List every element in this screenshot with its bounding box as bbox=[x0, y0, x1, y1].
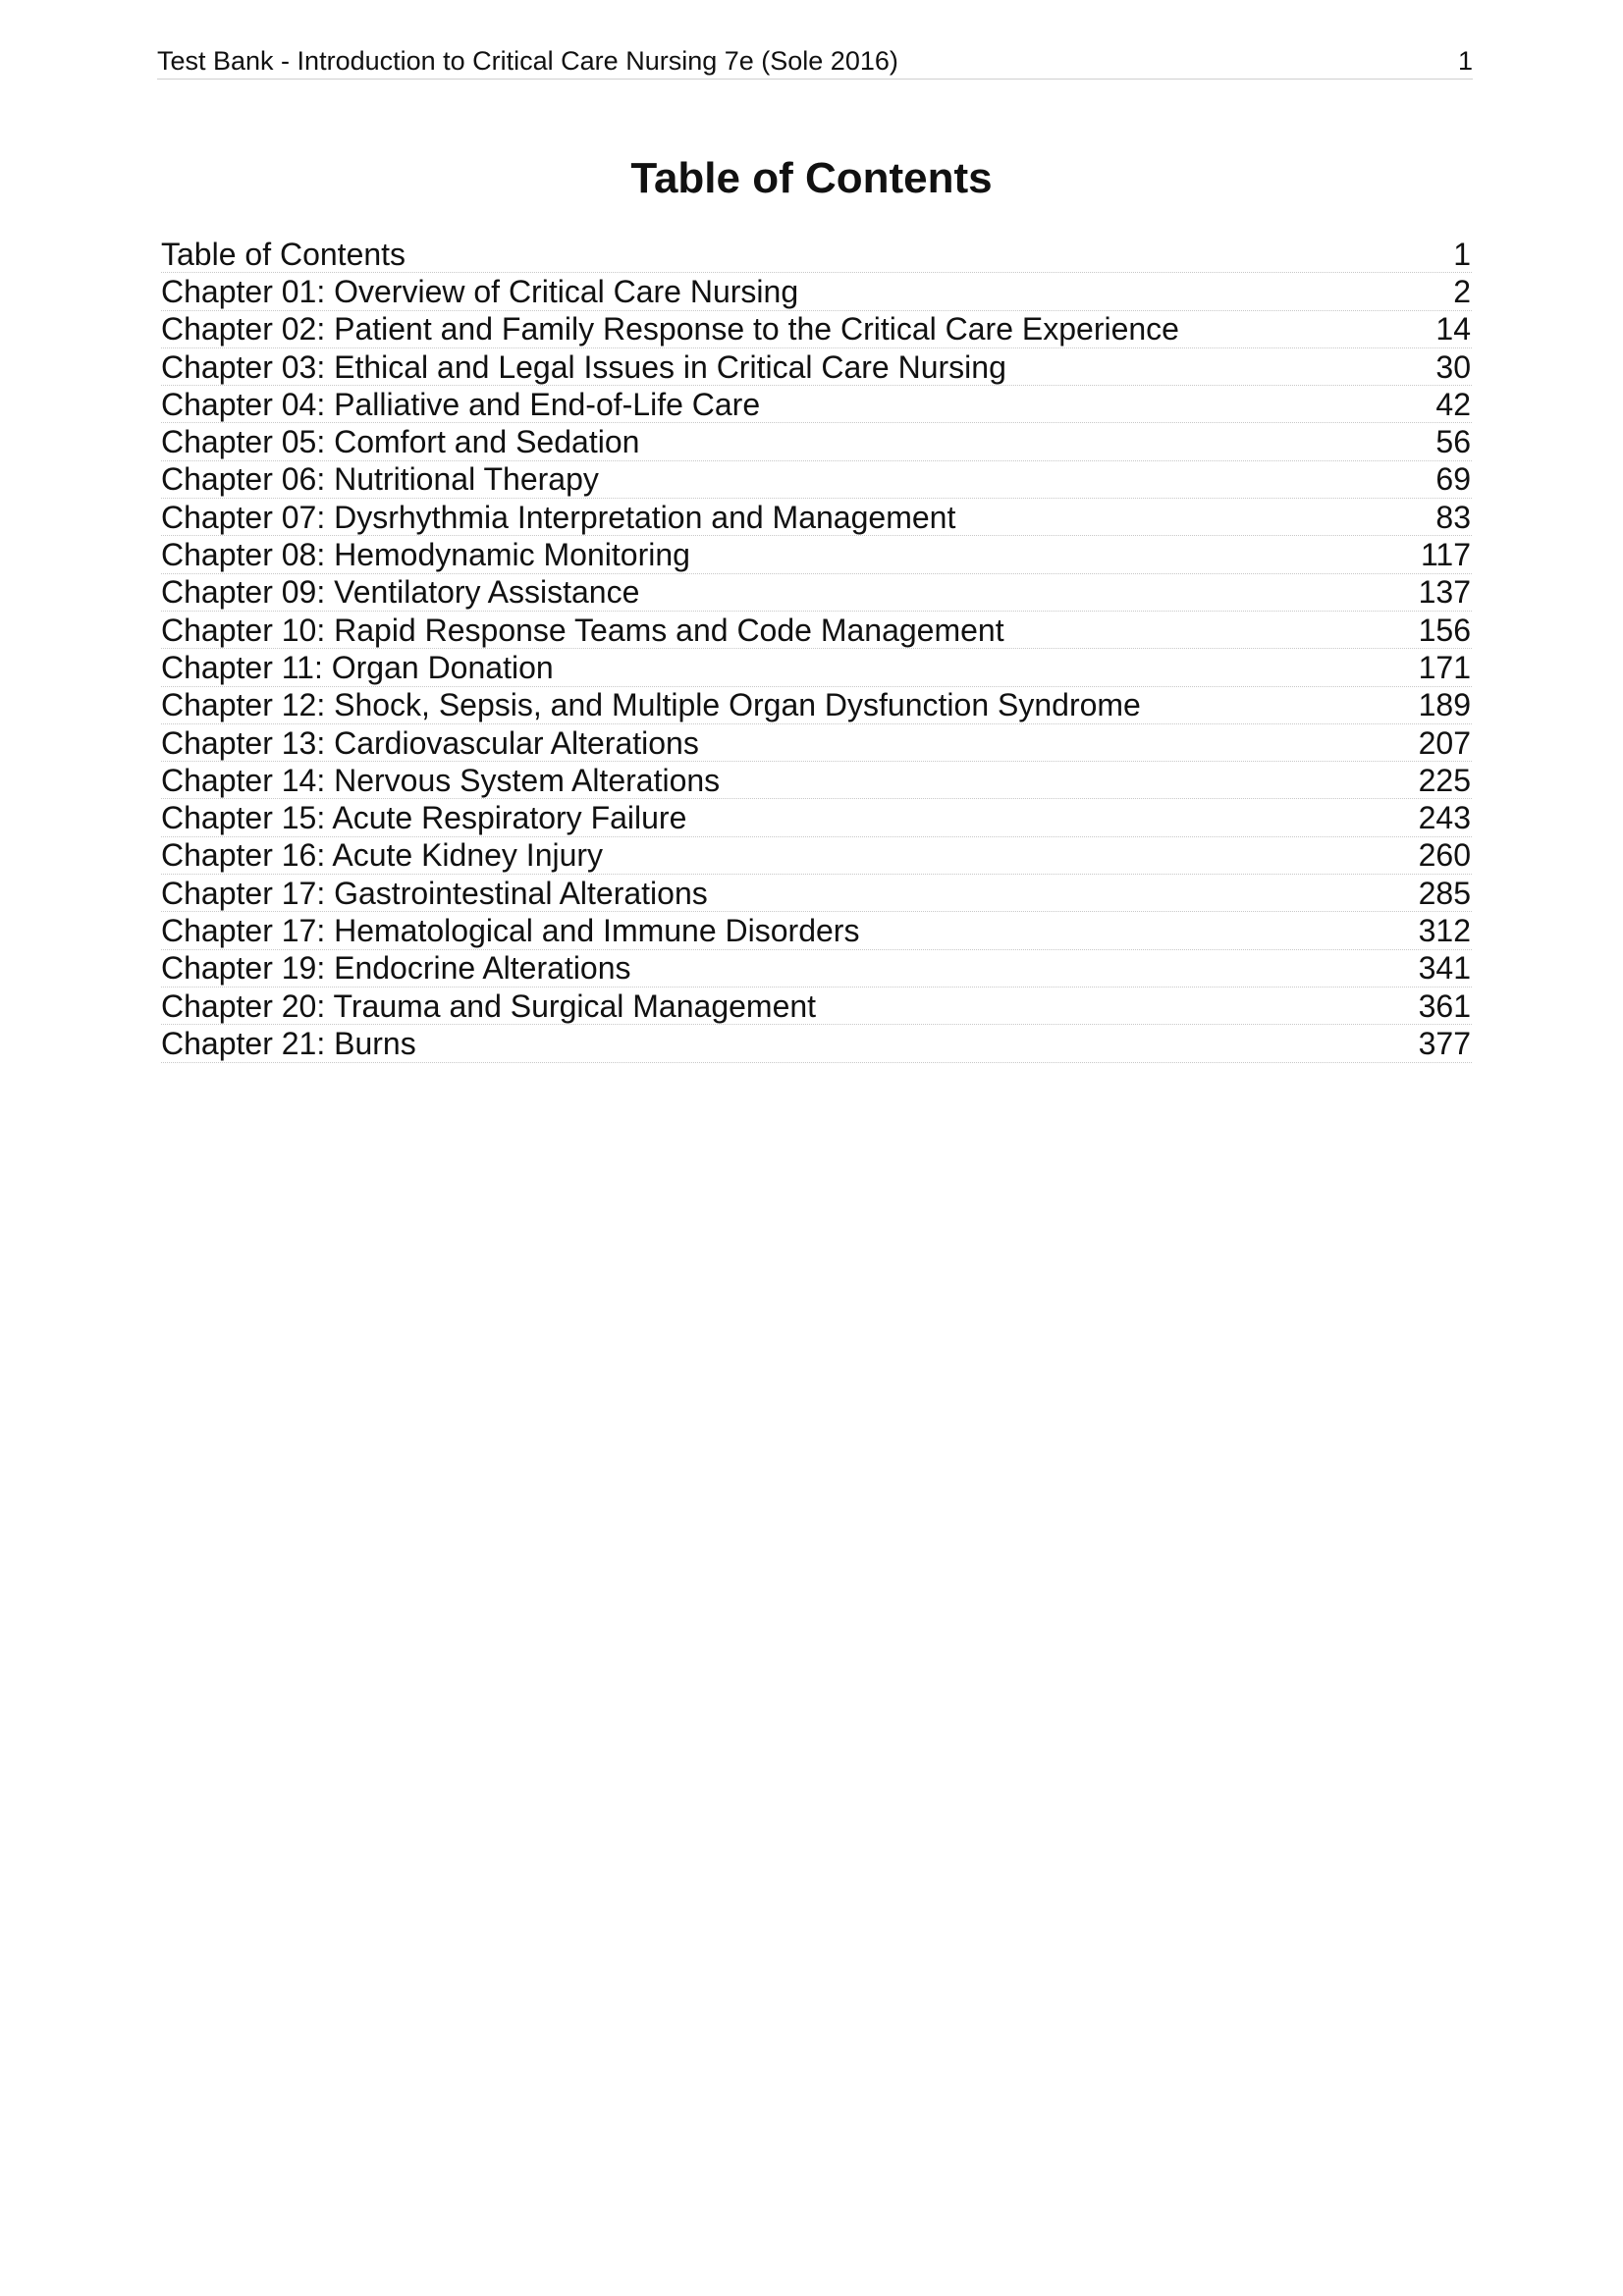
toc-entry-label: Chapter 21: Burns bbox=[161, 1025, 416, 1061]
toc-entry-label: Chapter 07: Dysrhythmia Interpretation and Management bbox=[161, 499, 956, 535]
toc-entry[interactable] bbox=[161, 461, 1472, 499]
toc-entry-page: 156 bbox=[1418, 612, 1471, 648]
toc-entry-label: Chapter 08: Hemodynamic Monitoring bbox=[161, 537, 690, 573]
toc-entry[interactable] bbox=[161, 649, 1472, 686]
toc-entry-page: 137 bbox=[1418, 574, 1471, 611]
toc-entry[interactable] bbox=[161, 762, 1472, 799]
toc-entry-label: Chapter 05: Comfort and Sedation bbox=[161, 424, 640, 460]
toc-entry[interactable] bbox=[161, 950, 1472, 988]
toc-entry-page: 14 bbox=[1435, 311, 1471, 347]
toc-entry[interactable] bbox=[161, 799, 1472, 836]
toc-entry-page: 285 bbox=[1418, 875, 1471, 911]
toc-entry-label: Table of Contents bbox=[161, 236, 406, 272]
toc-list bbox=[161, 236, 1472, 1063]
toc-entry[interactable] bbox=[161, 236, 1472, 273]
toc-entry-label: Chapter 17: Hematological and Immune Disorders bbox=[161, 912, 860, 948]
toc-entry-page: 377 bbox=[1418, 1025, 1471, 1061]
toc-entry-label: Chapter 06: Nutritional Therapy bbox=[161, 461, 599, 498]
toc-entry[interactable] bbox=[161, 988, 1472, 1025]
toc-entry-page: 69 bbox=[1435, 461, 1471, 498]
toc-entry-label: Chapter 13: Cardiovascular Alterations bbox=[161, 724, 699, 761]
toc-entry[interactable] bbox=[161, 273, 1472, 310]
toc-entry-label: Chapter 10: Rapid Response Teams and Code Management bbox=[161, 612, 1004, 648]
toc-entry-page: 2 bbox=[1453, 273, 1471, 309]
toc-entry-label: Chapter 11: Organ Donation bbox=[161, 649, 554, 685]
header-page-number: 1 bbox=[1457, 46, 1473, 76]
toc-entry-label: Chapter 04: Palliative and End-of-Life Care bbox=[161, 386, 761, 422]
toc-entry[interactable] bbox=[161, 1025, 1472, 1062]
toc-entry-page: 243 bbox=[1418, 800, 1471, 836]
toc-entry[interactable] bbox=[161, 348, 1472, 386]
toc-entry[interactable] bbox=[161, 536, 1472, 573]
toc-entry-label: Chapter 01: Overview of Critical Care Nursing bbox=[161, 273, 799, 309]
toc-entry-label: Chapter 19: Endocrine Alterations bbox=[161, 950, 631, 987]
toc-entry-label: Chapter 16: Acute Kidney Injury bbox=[161, 837, 604, 874]
toc-entry-page: 56 bbox=[1435, 424, 1471, 460]
toc-entry[interactable] bbox=[161, 311, 1472, 348]
toc-entry-label: Chapter 02: Patient and Family Response to the Critical Care Experience bbox=[161, 311, 1179, 347]
toc-entry-page: 117 bbox=[1420, 537, 1471, 573]
toc-entry-label: Chapter 03: Ethical and Legal Issues in Critical Care Nursing bbox=[161, 348, 1006, 385]
toc-entry-label: Chapter 12: Shock, Sepsis, and Multiple Organ Dysfunction Syndrome bbox=[161, 687, 1141, 723]
toc-entry[interactable] bbox=[161, 912, 1472, 949]
toc-entry-page: 312 bbox=[1418, 912, 1471, 948]
toc-entry-page: 207 bbox=[1418, 724, 1471, 761]
toc-entry-page: 189 bbox=[1418, 687, 1471, 723]
toc-entry-label: Chapter 14: Nervous System Alterations bbox=[161, 762, 721, 798]
toc-entry-page: 83 bbox=[1435, 499, 1471, 535]
toc-entry[interactable] bbox=[161, 875, 1472, 912]
toc-entry-page: 1 bbox=[1453, 236, 1471, 272]
page-header bbox=[157, 43, 1473, 80]
toc-entry-page: 171 bbox=[1418, 649, 1471, 685]
toc-entry-label: Chapter 20: Trauma and Surgical Management bbox=[161, 988, 817, 1024]
toc-entry[interactable] bbox=[161, 687, 1472, 724]
toc-entry-label: Chapter 09: Ventilatory Assistance bbox=[161, 574, 640, 611]
toc-entry[interactable] bbox=[161, 499, 1472, 536]
toc-entry-page: 42 bbox=[1435, 386, 1471, 422]
toc-entry[interactable] bbox=[161, 423, 1472, 460]
toc-entry[interactable] bbox=[161, 612, 1472, 649]
toc-entry[interactable] bbox=[161, 574, 1472, 612]
toc-entry-page: 225 bbox=[1418, 762, 1471, 798]
toc-entry[interactable] bbox=[161, 724, 1472, 762]
toc-entry-page: 30 bbox=[1435, 348, 1471, 385]
toc-entry-page: 260 bbox=[1418, 837, 1471, 874]
toc-entry[interactable] bbox=[161, 837, 1472, 875]
toc-entry-label: Chapter 17: Gastrointestinal Alterations bbox=[161, 875, 708, 911]
toc-entry[interactable] bbox=[161, 386, 1472, 423]
toc-entry-page: 361 bbox=[1418, 988, 1471, 1024]
header-title: Test Bank - Introduction to Critical Care Nursing 7e (Sole 2016) bbox=[157, 46, 898, 76]
toc-entry-label: Chapter 15: Acute Respiratory Failure bbox=[161, 800, 687, 836]
toc-heading: Table of Contents bbox=[630, 154, 993, 202]
toc-entry-page: 341 bbox=[1418, 950, 1471, 987]
